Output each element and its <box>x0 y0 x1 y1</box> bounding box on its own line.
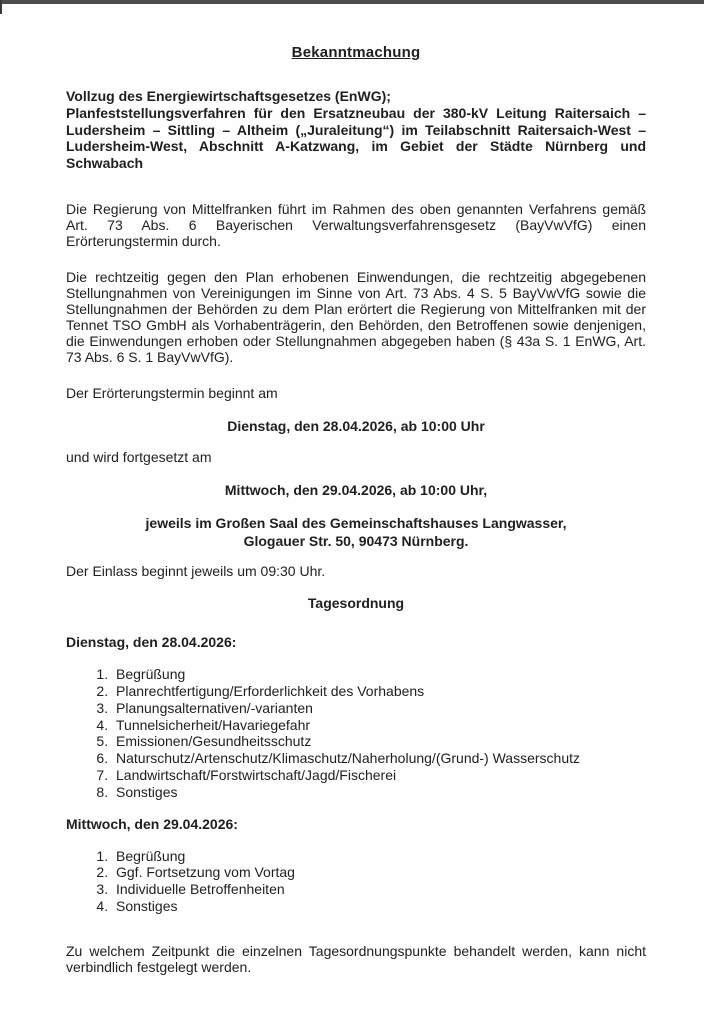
scan-artifact-left-edge <box>0 0 2 14</box>
agenda-day1-item: 5. Emissionen/Gesundheitsschutz <box>112 733 646 750</box>
einlass-note: Der Einlass beginnt jeweils um 09:30 Uhr. <box>66 563 326 580</box>
paragraph-verfahren: Die Regierung von Mittelfranken führt im Rahmen des oben genannten Verfahrens gemäß Art. 73 Abs. 6 Bayerischen Verwaltungsverfahrensgesetz (BayVwVfG) einen Erörterungstermin durch. <box>66 200 646 249</box>
closing-note: Zu welchem Zeitpunkt die einzelnen Tagesordnungspunkte behandelt werden, kann nicht verbindlich festgelegt werden. <box>66 942 646 975</box>
agenda-day1-heading: Dienstag, den 28.04.2026: <box>66 634 237 651</box>
agenda-day2-list <box>90 848 646 915</box>
agenda-day2-item: 1. Begrüßung <box>112 848 646 865</box>
termin-continue: und wird fortgesetzt am <box>66 448 212 465</box>
agenda-day1-item: 7. Landwirtschaft/Forstwirtschaft/Jagd/Fischerei <box>112 767 646 784</box>
agenda-day2-heading: Mittwoch, den 29.04.2026: <box>66 815 238 832</box>
agenda-day1-item: 4. Tunnelsicherheit/Havariegefahr <box>112 717 646 734</box>
agenda-day1-item: 1. Begrüßung <box>112 666 646 683</box>
subject-line-planfeststellung: Planfeststellungsverfahren für den Ersatzneubau der 380-kV Leitung Raitersaich – Ludersheim – Sittling – Altheim („Juraleitung“) im Teilabschnitt Raitersaich-West – Ludersheim-West, Abschnitt A-Katzwang, im Gebiet der Städte Nürnberg und Schwabach <box>66 104 646 172</box>
agenda-day1-item: 2. Planrechtfertigung/Erforderlichkeit des Vorhabens <box>112 683 646 700</box>
agenda-day2-item: 4. Sonstiges <box>112 898 646 915</box>
agenda-heading: Tagesordnung <box>307 595 405 612</box>
termin-date-2: Mittwoch, den 29.04.2026, ab 10:00 Uhr, <box>224 481 488 498</box>
agenda-day1-item: 8. Sonstiges <box>112 784 646 801</box>
termin-intro: Der Erörterungstermin beginnt am <box>66 384 278 401</box>
agenda-day1-item: 3. Planungsalternativen/-varianten <box>112 700 646 717</box>
agenda-day1-item: 6. Naturschutz/Artenschutz/Klimaschutz/Naherholung/(Grund-) Wasserschutz <box>112 750 646 767</box>
agenda-day1-list <box>90 666 646 800</box>
venue-line-1: jeweils im Großen Saal des Gemeinschaftshauses Langwasser, <box>145 514 567 531</box>
document-title: Bekanntmachung <box>291 44 421 61</box>
subject-line-enwg: Vollzug des Energiewirtschaftsgesetzes (EnWG); <box>66 88 391 104</box>
venue-block <box>66 514 646 550</box>
agenda-day2-item: 3. Individuelle Betroffenheiten <box>112 881 646 898</box>
venue-line-2: Glogauer Str. 50, 90473 Nürnberg. <box>243 533 469 550</box>
subject-block <box>66 88 646 172</box>
scan-artifact-top-edge <box>0 0 704 4</box>
termin-date-1: Dienstag, den 28.04.2026, ab 10:00 Uhr <box>227 417 485 434</box>
paragraph-einwendungen: Die rechtzeitig gegen den Plan erhobenen Einwendungen, die rechtzeitig abgegebenen Stellungnahmen von Vereinigungen im Sinne von Art. 73 Abs. 4 S. 5 BayVwVfG sowie die Stellungnahmen der Behörden zu dem Plan erörtert die Regierung von Mittelfranken mit der Tennet TSO GmbH als Vorhabenträgerin, den Behörden, den Betroffenen sowie denjenigen, die Einwendungen erhoben oder Stellungnahmen abgegeben haben (§ 43a S. 1 EnWG, Art. 73 Abs. 6 S. 1 BayVwVfG). <box>66 268 646 365</box>
agenda-day2-item: 2. Ggf. Fortsetzung vom Vortag <box>112 864 646 881</box>
spacer <box>66 930 646 944</box>
